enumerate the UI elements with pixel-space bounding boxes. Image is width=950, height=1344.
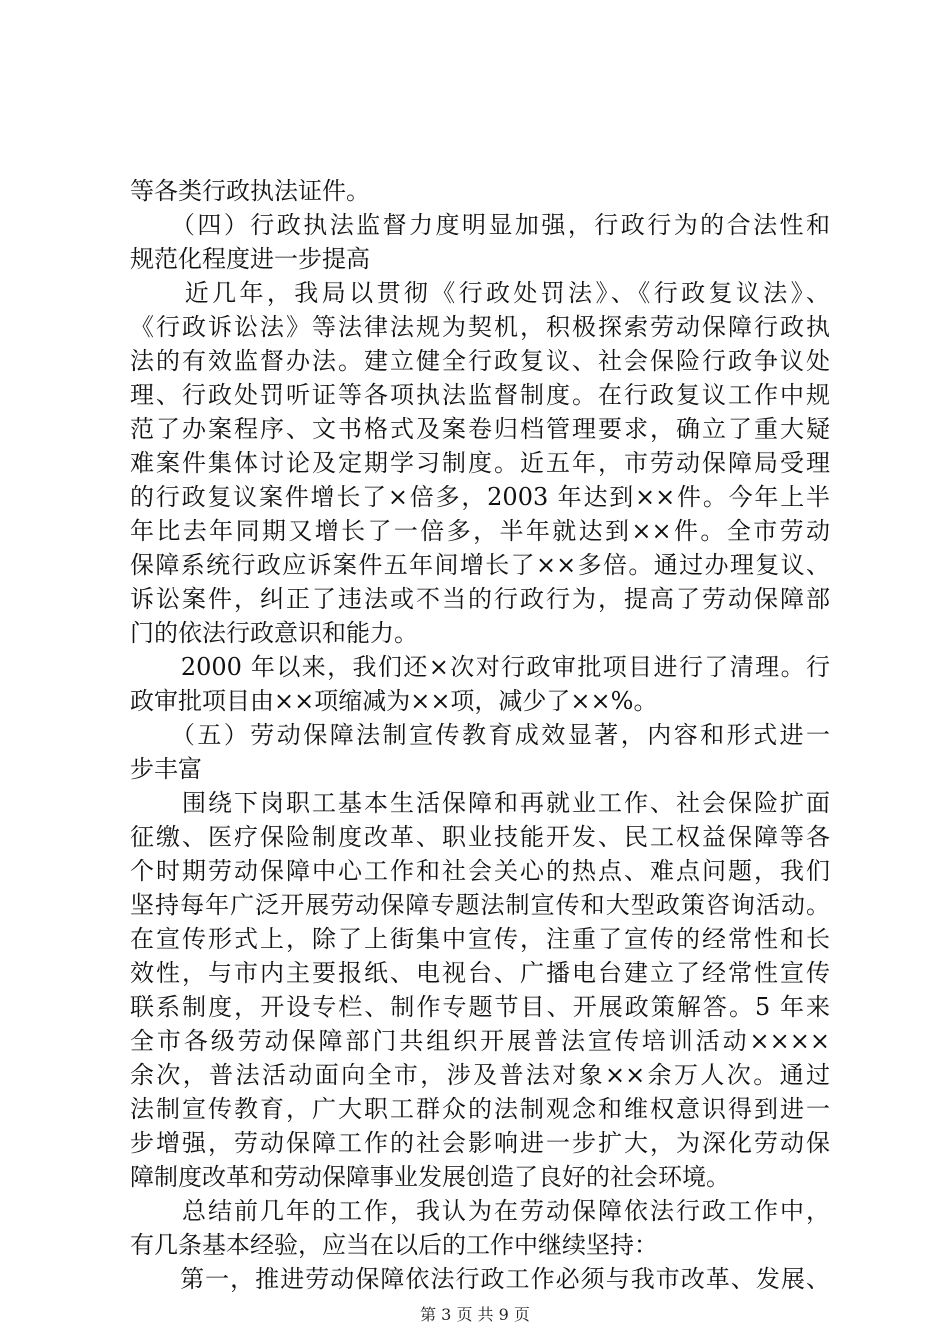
text-line: 在宣传形式上，除了上街集中宣传，注重了宣传的经常性和长 xyxy=(130,925,830,953)
text-line: 政审批项目由××项缩减为××项，减少了××%。 xyxy=(130,687,658,715)
text-line: 近几年，我局以贯彻《行政处罚法》、《行政复议法》、 xyxy=(130,279,830,307)
text-line: 坚持每年广泛开展劳动保障专题法制宣传和大型政策咨询活动。 xyxy=(130,891,830,919)
text-line: 征缴、医疗保险制度改革、职业技能开发、民工权益保障等各 xyxy=(130,823,830,851)
text-line: 步丰富 xyxy=(130,755,202,783)
text-line: 诉讼案件，纠正了违法或不当的行政行为，提高了劳动保障部 xyxy=(130,585,830,613)
text-line: 《行政诉讼法》等法律法规为契机，积极探索劳动保障行政执 xyxy=(130,313,830,341)
text-line: 门的依法行政意识和能力。 xyxy=(130,619,418,647)
text-line: 的行政复议案件增长了×倍多，2003 年达到××件。今年上半 xyxy=(130,483,830,511)
page-number: 第 3 页 共 9 页 xyxy=(420,1305,530,1324)
text-line: 障制度改革和劳动保障事业发展创造了良好的社会环境。 xyxy=(130,1163,730,1191)
text-line: 等各类行政执法证件。 xyxy=(130,177,370,205)
text-line: 步增强，劳动保障工作的社会影响进一步扩大，为深化劳动保 xyxy=(130,1129,830,1157)
text-line: 有几条基本经验，应当在以后的工作中继续坚持： xyxy=(130,1231,658,1259)
text-line: 范了办案程序、文书格式及案卷归档管理要求，确立了重大疑 xyxy=(130,415,830,443)
text-line: 围绕下岗职工基本生活保障和再就业工作、社会保险扩面 xyxy=(130,789,830,817)
text-line: 余次，普法活动面向全市，涉及普法对象××余万人次。通过 xyxy=(130,1061,830,1089)
text-line: 规范化程度进一步提高 xyxy=(130,245,370,273)
text-line: 个时期劳动保障中心工作和社会关心的热点、难点问题，我们 xyxy=(130,857,830,885)
text-line: 年比去年同期又增长了一倍多，半年就达到××件。全市劳动 xyxy=(130,517,830,545)
text-line: 理、行政处罚听证等各项执法监督制度。在行政复议工作中规 xyxy=(130,381,830,409)
text-line: 难案件集体讨论及定期学习制度。近五年，市劳动保障局受理 xyxy=(130,449,830,477)
text-line: 总结前几年的工作，我认为在劳动保障依法行政工作中， xyxy=(130,1197,830,1225)
text-line: 联系制度，开设专栏、制作专题节目、开展政策解答。5 年来 xyxy=(130,993,830,1021)
text-line: 法制宣传教育，广大职工群众的法制观念和维权意识得到进一 xyxy=(130,1095,830,1123)
text-line: 第一，推进劳动保障依法行政工作必须与我市改革、发展、 xyxy=(130,1265,830,1293)
text-line: 保障系统行政应诉案件五年间增长了××多倍。通过办理复议、 xyxy=(130,551,830,579)
page-footer xyxy=(0,1304,950,1326)
text-line: 全市各级劳动保障部门共组织开展普法宣传培训活动×××× xyxy=(130,1027,830,1055)
text-line: 法的有效监督办法。建立健全行政复议、社会保险行政争议处 xyxy=(130,347,830,375)
text-line: 2000 年以来，我们还×次对行政审批项目进行了清理。行 xyxy=(130,653,830,681)
text-line: （五）劳动保障法制宣传教育成效显著，内容和形式进一 xyxy=(130,721,830,749)
text-line: （四）行政执法监督力度明显加强，行政行为的合法性和 xyxy=(130,211,830,239)
text-line: 效性，与市内主要报纸、电视台、广播电台建立了经常性宣传 xyxy=(130,959,830,987)
